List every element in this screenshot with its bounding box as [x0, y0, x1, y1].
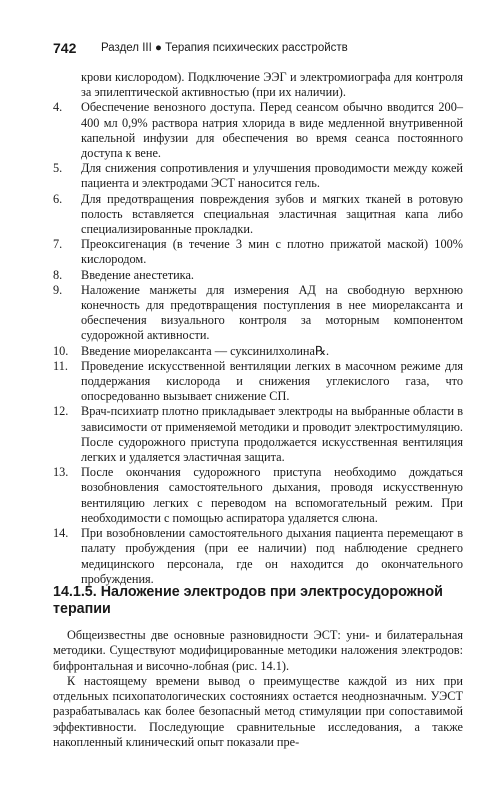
list-item [53, 161, 463, 191]
list-item-number: 7. [53, 237, 63, 252]
list-item-number: 12. [53, 404, 69, 419]
list-item-number: 8. [53, 267, 63, 282]
list-item [53, 237, 463, 267]
paragraph: К настоящему времени вывод о преимуществе каждой из них при отдельных психопатологических состояниях остается неоднозначным. УЭСТ разрабатывалась как более безопасный метод стимуляции при сопоставимой эффективности. Последующие сравнительные исследования, а также накопленный клинический опыт показали пре- [53, 673, 463, 750]
list-item-number: 13. [53, 465, 69, 480]
list-item-text: Наложение манжеты для измерения АД на свободную верхнюю конечность для предотвращения поступления в нее миорелаксанта и обеспечения визуального контроля за моторным компонентом судорожной активности. [81, 282, 463, 343]
list-item-number: 10. [53, 343, 69, 358]
list-item [53, 526, 463, 587]
list-item-text: Врач-психиатр плотно прикладывает электроды на выбранные области в зависимости от применяемой методики и проводит электростимуляцию. После судорожного приступа продолжается искусственная вентиляция легких и удаляется эластичная защита. [81, 404, 463, 465]
list-item-text: Обеспечение венозного доступа. Перед сеансом обычно вводится 200–400 мл 0,9% раствора натрия хлорида в виде медленной внутривенной капельной инфузии для обеспечения во время сеанса постоянного доступа к вене. [81, 100, 463, 161]
page-number: 742 [53, 40, 77, 56]
list-item [53, 404, 463, 465]
list-item-text: Введение миорелаксанта — суксинилхолина℞. [81, 343, 330, 358]
list-item [53, 283, 463, 344]
list-item-number: 9. [53, 282, 63, 297]
list-item-number: 6. [53, 191, 63, 206]
list-item-text: Преоксигенация (в течение 3 мин с плотно прижатой маской) 100% кислородом. [81, 237, 463, 267]
list-item-text: Для предотвращения повреждения зубов и мягких тканей в ротовую полость вставляется специальная эластичная защитная капа либо специализированные прокладки. [81, 191, 463, 237]
paragraph: Общеизвестны две основные разновидности ЭСТ: уни- и билатеральная методики. Существуют модифицированные методики наложения электродов: бифронтальная и височно-лобная (рис. 14.1). [53, 628, 463, 673]
section-heading: 14.1.5. Наложение электродов при электросудорожной терапии [53, 584, 443, 617]
running-head [53, 40, 463, 58]
list-item [53, 465, 463, 526]
list-item [53, 100, 463, 161]
list-item [53, 344, 463, 359]
list-item [53, 359, 463, 405]
list-item-number: 11. [53, 358, 68, 373]
procedure-list [53, 70, 463, 587]
list-item-text: Для снижения сопротивления и улучшения проводимости между кожей пациента и электродами ЭСТ наносится гель. [81, 161, 463, 191]
list-item-number: 14. [53, 526, 69, 541]
list-item-text: После окончания судорожного приступа необходимо дождаться возобновления самостоятельного дыхания, проводя искусственную вентиляцию легких с переводом на вспомогательный режим. При необходимости с помощью аспиратора удаляется слюна. [81, 465, 463, 525]
running-head-section: Раздел III ● Терапия психических расстройств [101, 42, 348, 54]
list-item-text: Введение анестетика. [81, 267, 195, 282]
body-text [53, 628, 463, 750]
list-item [53, 268, 463, 283]
list-item [53, 192, 463, 238]
list-item-continuation: крови кислородом). Подключение ЭЭГ и электромиографа для контроля за эпилептической активностью (при их наличии). [81, 70, 463, 100]
list-item-text: Проведение искусственной вентиляции легких в масочном режиме для поддержания кислорода и снижения углекислого газа, что опосредованно вызывает снижение СП. [81, 358, 463, 404]
list-item-text: При возобновлении самостоятельного дыхания пациента перемещают в палату пробуждения (при ее наличии) под наблюдение среднего медицинского персонала, где он находится до окончательного пробуждения. [81, 526, 463, 586]
list-item-number: 4. [53, 100, 63, 115]
list-item-number: 5. [53, 161, 63, 176]
